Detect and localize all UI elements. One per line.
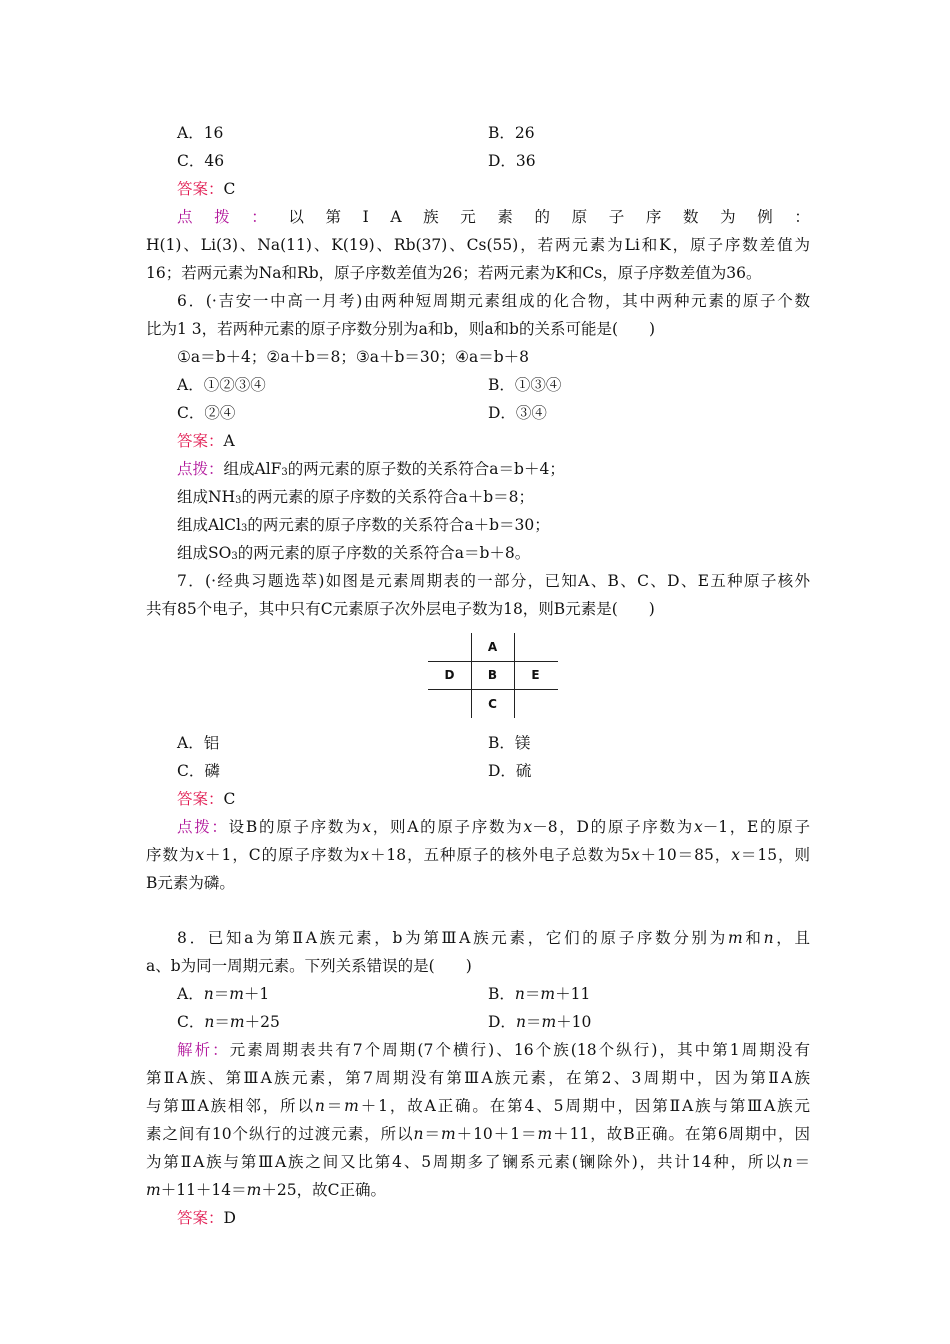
- tip-line: 组成$NH_3$的两元素的原子序数的关系符合a＋b＝8；: [177, 488, 534, 506]
- tip-line: 点拨：组成AlF$_3$的两元素的原子数的关系符合a＝b＋4；: [177, 460, 565, 478]
- answer-label: 答案：: [177, 790, 224, 808]
- answer-line: [177, 785, 810, 813]
- answer-value: C: [223, 790, 236, 808]
- tip-line: 组成$SO_3$的两元素的原子序数的关系符合a＝b＋8。: [177, 544, 531, 562]
- tip-text: 16；若两元素为Na和Rb，原子序数差值为26；若两元素为K和Cs，原子序数差值为36。: [146, 264, 762, 282]
- option-d: D．36: [488, 152, 536, 170]
- tip-char: ：: [794, 208, 810, 226]
- question-stem: a、b为同一周期元素。下列关系错误的是( ): [146, 957, 472, 975]
- answer-label: 答案：: [177, 1209, 224, 1227]
- analysis-line: 素之间有10个纵行的过渡元素，所以n＝m＋10＋1＝m＋11，故B正确。在第6周期中，因: [146, 1125, 810, 1143]
- option-b: B．①③④: [488, 376, 562, 394]
- tip-label: 点拨：: [177, 460, 224, 478]
- tip-text: H(1)、Li(3)、Na(11)、K(19)、Rb(37)、Cs(55)，若两元素为Li和K，原子序数差值为: [146, 236, 810, 254]
- answer-label: 答案：: [177, 432, 224, 450]
- question-stem: 共有85个电子，其中只有C元素原子次外层电子数为18，则B元素是( ): [146, 600, 655, 618]
- element-cell-b: B: [487, 668, 498, 682]
- tip-char: A: [390, 208, 402, 226]
- tip-line: [177, 203, 810, 231]
- element-cell-c: C: [488, 697, 497, 711]
- analysis-line: 解析：元素周期表共有7个周期(7个横行)、16个族(18个纵行)，其中第1周期没有: [177, 1041, 810, 1059]
- tip-char: 素: [497, 208, 513, 226]
- option-b: B．26: [488, 124, 535, 142]
- analysis-line: 为第ⅡA族与第ⅢA族之间又比第4、5周期多了镧系元素(镧除外)，共计14种，所以n＝: [146, 1153, 810, 1171]
- option-c: C．46: [177, 152, 225, 170]
- tip-line: B元素为磷。: [146, 874, 235, 892]
- option-c: C．n＝m＋25: [177, 1013, 280, 1031]
- tip-label: 点拨：: [177, 818, 229, 836]
- tip-line: 序数为x＋1，C的原子序数为x＋18，五种原子的核外电子总数为5x＋10＝85，x＝15，则: [146, 846, 810, 864]
- question-stem: 6．(·吉安一中高一月考)由两种短周期元素组成的化合物，其中两种元素的原子个数: [177, 292, 810, 310]
- element-cell-d: D: [444, 668, 455, 682]
- analysis-line: m＋11＋14＝m＋25，故C正确。: [146, 1181, 386, 1199]
- option-a: A．①②③④: [177, 376, 266, 394]
- option-d: D．③④: [488, 404, 547, 422]
- tip-label-char: 拨: [214, 208, 230, 226]
- analysis-line: 第ⅡA族、第ⅢA族元素，第7周期没有第ⅢA族元素，在第2、3周期中，因为第ⅡA族: [146, 1069, 810, 1087]
- tip-label-char: 点: [177, 208, 193, 226]
- answer-line: [177, 1204, 810, 1232]
- tip-char: 以: [288, 208, 304, 226]
- tip-char: 原: [571, 208, 588, 226]
- analysis-line: 与第ⅢA族相邻，所以n＝m＋1，故A正确。在第4、5周期中，因第ⅡA族与第ⅢA族元: [146, 1097, 810, 1115]
- answer-line: [177, 427, 810, 455]
- question-stem: 8．已知a为第ⅡA族元素，b为第ⅢA族元素，它们的原子序数分别为m和n，且: [177, 929, 810, 947]
- analysis-label: 解析：: [177, 1041, 230, 1059]
- tip-char: Ⅰ: [362, 208, 369, 226]
- tip-char: 族: [423, 208, 439, 226]
- tip-char: 例: [757, 208, 773, 226]
- element-cell-a: A: [487, 640, 498, 654]
- tip-char: 数: [683, 208, 699, 226]
- answer-value: D: [223, 1209, 236, 1227]
- tip-line: 组成AlCl$_3$的两元素的原子序数的关系符合a＋b＝30；: [177, 516, 550, 534]
- tip-char: 子: [608, 208, 625, 226]
- tip-char: 序: [645, 208, 662, 226]
- periodic-table-fragment: [428, 633, 558, 718]
- tip-char: 为: [720, 208, 736, 226]
- question-stem: 7．(·经典习题选萃)如图是元素周期表的一部分，已知A、B、C、D、E五种原子核外: [177, 572, 810, 590]
- option-b: B．镁: [488, 734, 531, 752]
- option-d: D．硫: [488, 762, 532, 780]
- tip-char: 元: [460, 208, 476, 226]
- answer-value: A: [223, 432, 235, 450]
- answer-label: 答案：: [177, 180, 224, 198]
- tip-char: 第: [325, 208, 342, 226]
- option-c: C．②④: [177, 404, 236, 422]
- answer-line: [177, 175, 810, 203]
- option-d: D．n＝m＋10: [488, 1013, 592, 1031]
- option-a: A．16: [177, 124, 224, 142]
- option-a: A．n＝m＋1: [177, 985, 270, 1003]
- tip-char: 的: [534, 208, 551, 226]
- tip-line: 点拨：设B的原子序数为x，则A的原子序数为x－8，D的原子序数为x－1，E的原子: [177, 818, 810, 836]
- option-c: C．磷: [177, 762, 220, 780]
- answer-value: C: [223, 180, 236, 198]
- tip-label-char: ：: [251, 208, 267, 226]
- option-a: A．铝: [177, 734, 220, 752]
- question-stem: 比为1 3，若两种元素的原子序数分别为a和b，则a和b的关系可能是( ): [146, 320, 656, 338]
- relation-list: ①a＝b＋4；②a＋b＝8；③a＋b＝30；④a＝b＋8: [177, 348, 530, 366]
- option-b: B．n＝m＋11: [488, 985, 591, 1003]
- element-cell-e: E: [531, 668, 540, 682]
